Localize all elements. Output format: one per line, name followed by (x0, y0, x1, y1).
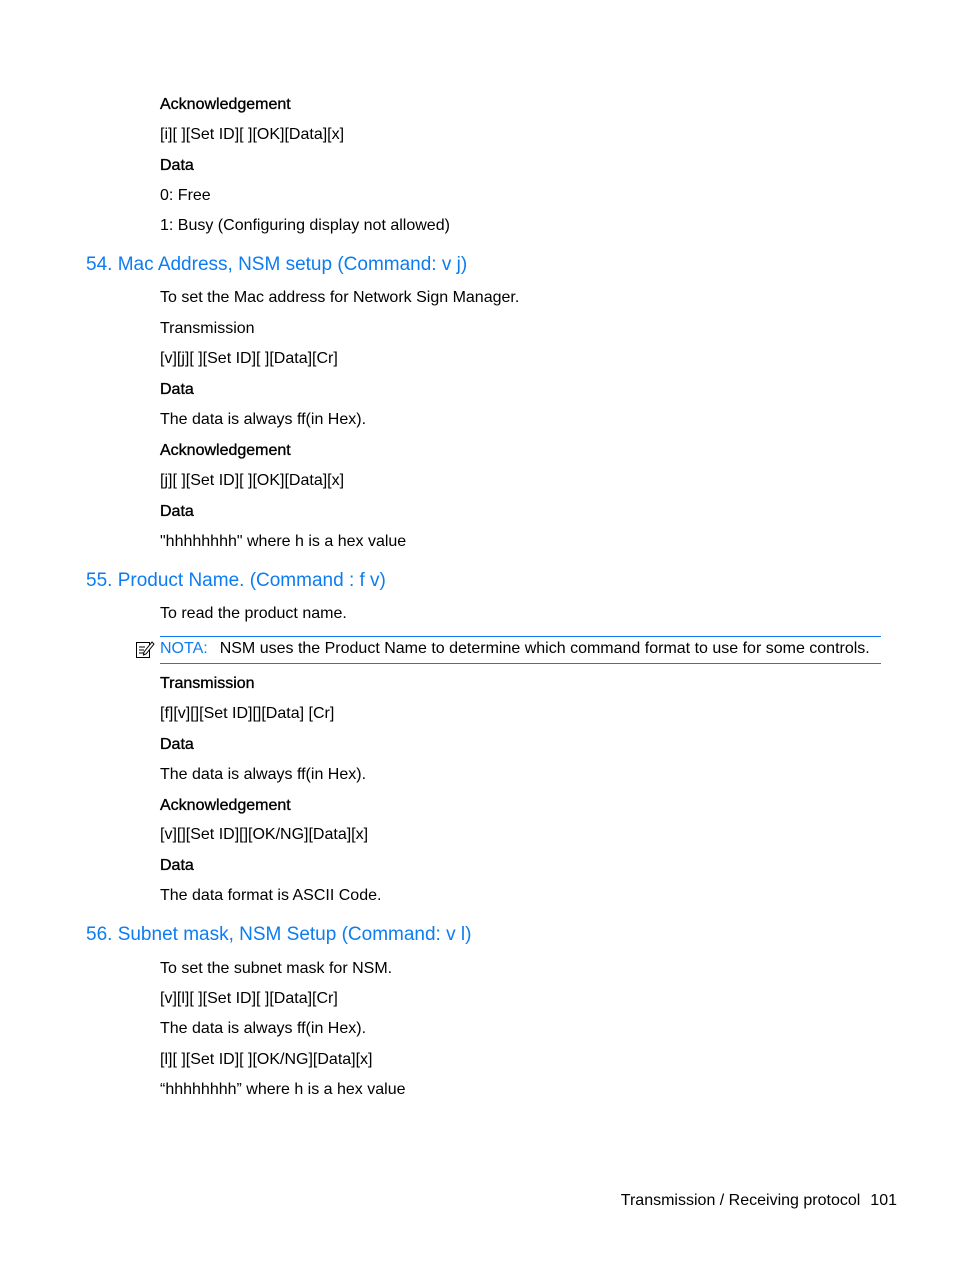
section-56-data2-value: “hhhhhhhh” where h is a hex value (160, 1081, 406, 1098)
section-54-data-value: The data is always ff(in Hex). (160, 411, 367, 428)
page-number: 101 (870, 1192, 897, 1209)
section-56-data-value: The data is always ff(in Hex). (160, 1020, 367, 1037)
section-54-transmission-value: [v][j][ ][Set ID][ ][Data][Cr] (160, 350, 338, 367)
section-54-heading: 54. Mac Address, NSM setup (Command: v j) (86, 254, 468, 275)
section-54-description: To set the Mac address for Network Sign Manager. (160, 289, 520, 306)
section-55-description: To read the product name. (160, 605, 347, 622)
footer-title: Transmission / Receiving protocol (620, 1192, 861, 1209)
section-54-data2-label: Data (160, 503, 194, 520)
note-text: NSM uses the Product Name to determine which command format to use for some controls. (219, 640, 870, 657)
ack-label: Acknowledgement (160, 96, 291, 113)
section-55-transmission-label: Transmission (160, 675, 255, 692)
section-56-description: To set the subnet mask for NSM. (160, 960, 393, 977)
data-value-busy: 1: Busy (Configuring display not allowed) (160, 217, 450, 234)
section-55-data2-label: Data (160, 857, 194, 874)
section-56-ack-value: [l][ ][Set ID][ ][OK/NG][Data][x] (160, 1051, 373, 1068)
section-56-heading: 56. Subnet mask, NSM Setup (Command: v l) (86, 924, 472, 945)
ack-value: [i][ ][Set ID][ ][OK][Data][x] (160, 126, 345, 143)
section-55-transmission-value: [f][v][][Set ID][][Data] [Cr] (160, 705, 335, 722)
data-value-free: 0: Free (160, 187, 211, 204)
section-55-data2-value: The data format is ASCII Code. (160, 887, 382, 904)
section-55-data-label: Data (160, 736, 194, 753)
section-55-data-value: The data is always ff(in Hex). (160, 766, 367, 783)
section-54-ack-label: Acknowledgement (160, 442, 291, 459)
note-label: NOTA: (160, 640, 208, 657)
page-footer (621, 1191, 897, 1211)
section-54-data2-value: "hhhhhhhh" where h is a hex value (160, 533, 407, 550)
section-55-ack-value: [v][][Set ID][][OK/NG][Data][x] (160, 826, 369, 843)
data-label: Data (160, 157, 194, 174)
note-box (160, 636, 881, 664)
note-pencil-icon (135, 639, 155, 659)
section-54-data-label: Data (160, 381, 194, 398)
section-54-transmission-label: Transmission (160, 320, 255, 337)
section-56-transmission-value: [v][l][ ][Set ID][ ][Data][Cr] (160, 990, 338, 1007)
section-55-heading: 55. Product Name. (Command : f v) (86, 570, 386, 591)
section-54-ack-value: [j][ ][Set ID][ ][OK][Data][x] (160, 472, 345, 489)
section-55-ack-label: Acknowledgement (160, 797, 291, 814)
